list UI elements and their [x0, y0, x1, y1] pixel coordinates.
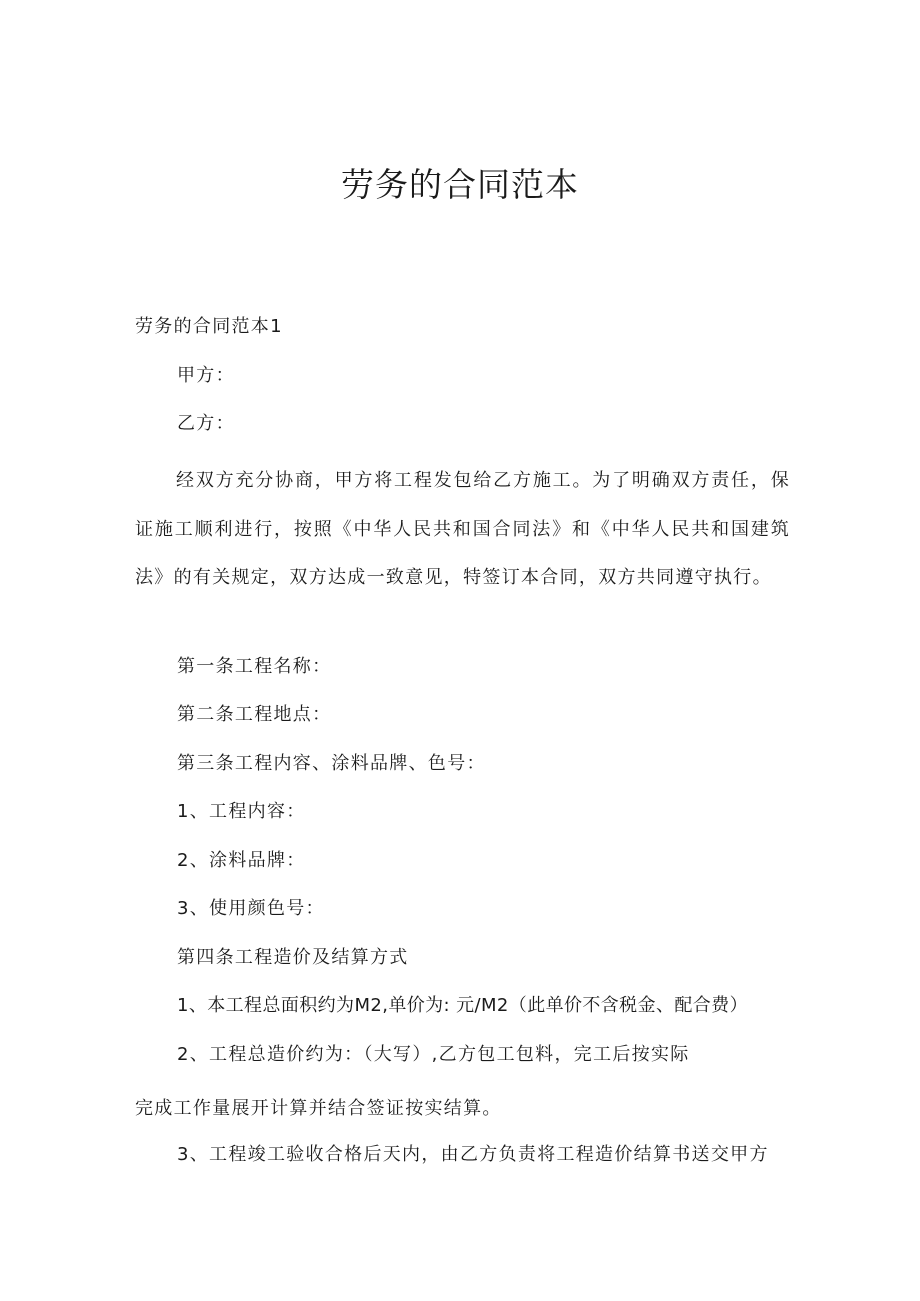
article-4-line: 第四条工程造价及结算方式 [177, 947, 409, 968]
article-3-item-1: 1、工程内容： [177, 801, 306, 822]
preamble-paragraph: 经双方充分协商，甲方将工程发包给乙方施工。为了明确双方责任，保证施工顺利进行，按照《中华人民共和国合同法》和《中华人民共和国建筑法》的有关规定，双方达成一致意见，特签订本合同，双方共同遵守执行。 [135, 470, 790, 589]
party-a-line: 甲方： [177, 365, 235, 386]
article-3-item-2: 2、涂料品牌： [177, 850, 306, 871]
article-4-item-3: 3、工程竣工验收合格后天内，由乙方负责将工程造价结算书送交甲方 [177, 1144, 769, 1165]
article-1-line: 第一条工程名称： [177, 656, 332, 677]
article-2-line: 第二条工程地点： [177, 704, 332, 725]
article-4-item-1: 1、本工程总面积约为M2,单价为: 元/M2（此单价不含税金、配合费） [177, 995, 748, 1016]
article-4-item-2: 2、工程总造价约为：（大写）,乙方包工包料，完工后按实际 [177, 1044, 690, 1065]
article-3-item-3: 3、使用颜色号： [177, 898, 325, 919]
article-3-line: 第三条工程内容、涂料品牌、色号： [177, 753, 486, 774]
document-title: 劳务的合同范本 [341, 165, 579, 204]
article-4-item-2-continued: 完成工作量展开计算并结合签证按实结算。 [135, 1098, 502, 1119]
section-heading: 劳务的合同范本1 [135, 316, 283, 337]
party-b-line: 乙方： [177, 413, 235, 434]
